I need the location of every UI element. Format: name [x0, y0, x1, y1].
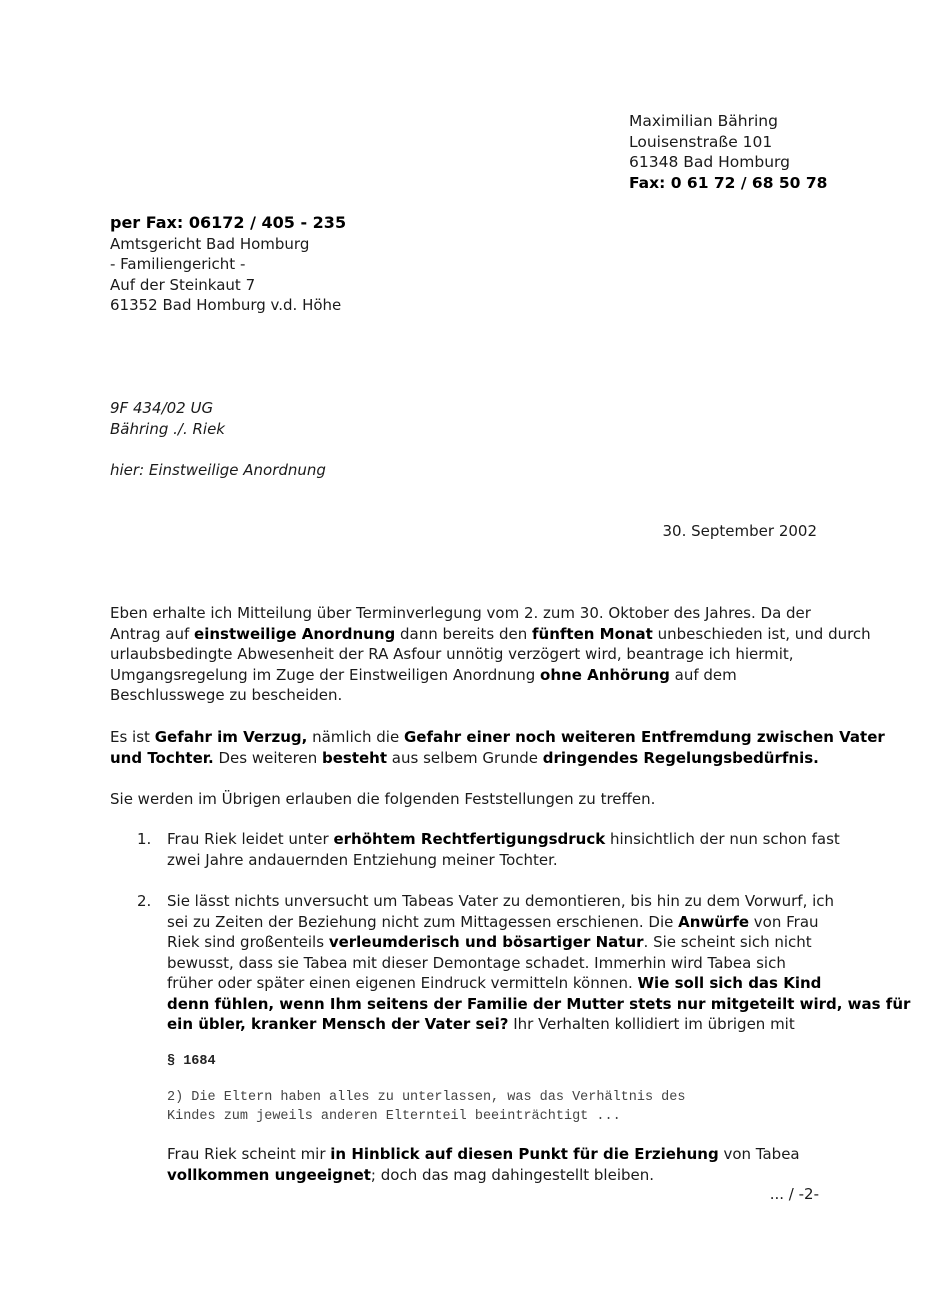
emphasis: besteht — [321, 748, 388, 767]
paragraph-1 — [110, 603, 871, 706]
recipient-fax: per Fax: 06172 / 405 - 235 — [110, 213, 347, 232]
list-item-2 — [167, 891, 911, 1035]
emphasis: Gefahr im Verzug, — [154, 728, 308, 746]
text-line — [167, 932, 817, 953]
emphasis: verleumderisch und bösartiger Natur — [328, 933, 644, 951]
subject-text: hier: Einstweilige Anordnung — [110, 461, 326, 479]
emphasis: fünften Monat — [531, 624, 653, 643]
recipient-line: 61352 Bad Homburg v.d. Höhe — [110, 296, 342, 314]
text: dann bereits den — [395, 624, 532, 643]
text: . Sie scheint sich nicht — [643, 933, 812, 951]
text: Antrag auf — [110, 624, 195, 643]
emphasis: Gefahr einer noch weiteren Entfremdung zwischen Vater — [403, 728, 885, 746]
text: nämlich die — [307, 728, 404, 746]
text-line — [167, 973, 822, 994]
text: ; doch das mag dahingestellt bleiben. — [370, 1165, 655, 1184]
text-line — [110, 748, 817, 769]
emphasis: Anwürfe — [678, 912, 750, 931]
sender-fax: Fax: 0 61 72 / 68 50 78 — [629, 173, 828, 192]
law-quote-line: Kindes zum jeweils anderen Elternteil beeinträchtigt ... — [167, 1109, 621, 1124]
text: bewusst, dass sie Tabea mit dieser Demontage schadet. Immerhin wird Tabea sich — [167, 953, 786, 972]
text-line — [167, 1165, 817, 1186]
text: Frau Riek leidet unter — [167, 830, 334, 848]
law-section-title: § 1684 — [167, 1054, 216, 1069]
text: Es ist — [110, 728, 155, 746]
text-line — [167, 829, 840, 850]
emphasis: Wie soll sich das Kind — [637, 974, 822, 992]
text: Umgangsregelung im Zuge der Einstweiligen Anordnung — [110, 665, 541, 684]
file-number: 9F 434/02 UG — [110, 399, 214, 417]
emphasis: in Hinblick auf diesen Punkt für die Erziehung — [330, 1145, 719, 1163]
emphasis: denn fühlen, wenn Ihm seitens der Familie der Mutter stets nur mitgeteilt wird, was für — [167, 994, 911, 1013]
emphasis: vollkommen ungeeignet — [167, 1165, 371, 1184]
letter-date: 30. September 2002 — [662, 522, 817, 540]
sender-block — [629, 111, 827, 193]
text: zwei Jahre andauernden Entziehung meiner Tochter. — [167, 850, 558, 869]
reference-block — [110, 398, 225, 439]
text: von Frau — [749, 912, 819, 931]
text-line — [167, 1144, 817, 1165]
recipient-line: Auf der Steinkaut 7 — [110, 275, 256, 294]
text: Sie lässt nichts unversucht um Tabeas Vater zu demontieren, bis hin zu dem Vorwurf, ich — [167, 892, 835, 910]
emphasis: und Tochter. — [110, 748, 214, 767]
recipient-line: Amtsgericht Bad Homburg — [110, 234, 310, 253]
text: sei zu Zeiten der Beziehung nicht zum Mittagessen erschienen. Die — [167, 912, 679, 931]
text-line — [110, 624, 871, 645]
text: Riek sind großenteils — [167, 933, 329, 951]
text: urlaubsbedingte Abwesenheit der RA Asfour unnötig verzögert wird, beantrage ich hiermit, — [110, 645, 794, 663]
text-line — [110, 727, 885, 748]
recipient-block — [110, 213, 346, 316]
text: Ihr Verhalten kollidiert im übrigen mit — [508, 1015, 795, 1033]
text: Des weiteren — [213, 748, 322, 767]
sender-name: Maximilian Bähring — [629, 112, 778, 130]
text: Eben erhalte ich Mitteilung über Terminverlegung vom 2. zum 30. Oktober des Jahres. Da der — [110, 604, 811, 622]
list-item-1 — [167, 829, 840, 870]
recipient-line: - Familiengericht - — [110, 255, 246, 273]
emphasis: ein übler, kranker Mensch der Vater sei? — [167, 1015, 509, 1033]
text-line — [167, 912, 817, 933]
page-continuation: ... / -2- — [769, 1185, 819, 1203]
sender-street: Louisenstraße 101 — [629, 132, 773, 151]
text-line — [110, 665, 817, 686]
text: unbeschieden ist, und durch — [652, 624, 871, 643]
text: hinsichtlich der nun schon fast — [605, 830, 840, 848]
paragraph-2 — [110, 727, 885, 768]
subject-line — [110, 460, 326, 481]
emphasis: erhöhtem Rechtfertigungsdruck — [333, 830, 606, 848]
emphasis: einstweilige Anordnung — [194, 624, 396, 643]
text: früher oder später einen eigenen Eindruck vermitteln können. — [167, 974, 638, 992]
emphasis: dringendes Regelungsbedürfnis. — [542, 748, 819, 767]
text: Frau Riek scheint mir — [167, 1145, 331, 1163]
law-quote-line: 2) Die Eltern haben alles zu unterlassen, was das Verhältnis des — [167, 1090, 686, 1105]
emphasis: ohne Anhörung — [540, 665, 670, 684]
closing-paragraph — [167, 1144, 817, 1185]
law-quote — [167, 1088, 685, 1126]
paragraph-3: Sie werden im Übrigen erlauben die folgenden Feststellungen zu treffen. — [110, 790, 656, 808]
text-line — [167, 1014, 817, 1035]
list-number: 1. — [137, 830, 152, 848]
sender-city: 61348 Bad Homburg — [629, 153, 790, 171]
text: auf dem — [669, 665, 737, 684]
list-number: 2. — [137, 892, 152, 910]
case-parties: Bähring ./. Riek — [110, 419, 225, 438]
text: Beschlusswege zu bescheiden. — [110, 686, 343, 704]
text: von Tabea — [718, 1145, 800, 1163]
text: aus selbem Grunde — [387, 748, 543, 767]
